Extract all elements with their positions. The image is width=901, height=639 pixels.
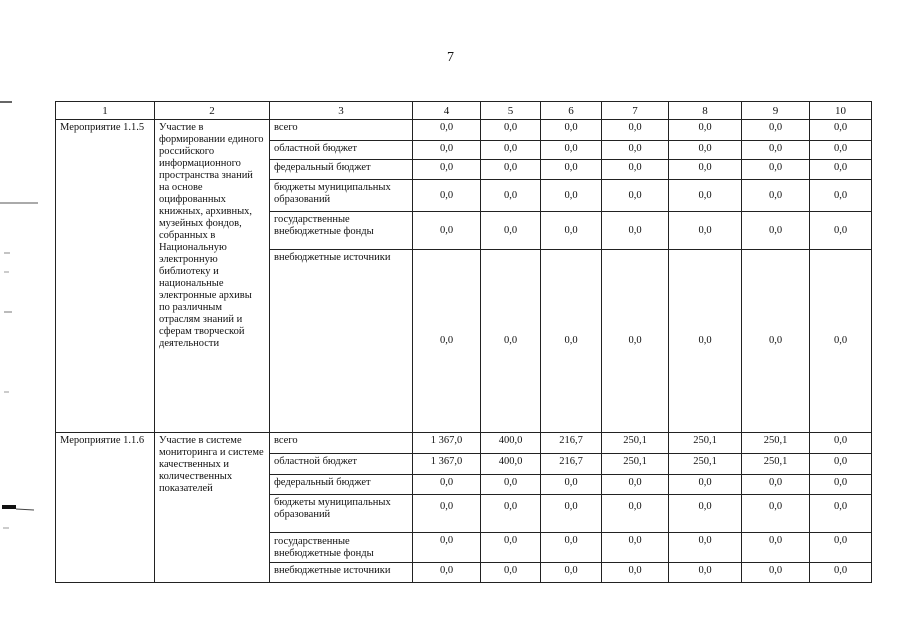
table-row [56,433,872,454]
value-cell: 0,0 [742,250,810,433]
value-cell: 0,0 [669,495,742,533]
value-cell: 0,0 [742,563,810,583]
scan-mark [16,509,34,510]
column-header: 6 [541,102,602,120]
value-cell: 0,0 [810,120,872,141]
table-row [56,120,872,141]
value-cell: 0,0 [541,212,602,250]
value-cell: 0,0 [742,120,810,141]
value-cell: 0,0 [810,160,872,180]
value-cell: 0,0 [481,180,541,212]
value-cell: 0,0 [669,533,742,563]
value-cell: 0,0 [413,160,481,180]
financing-table [55,101,872,583]
value-cell: 250,1 [742,433,810,454]
value-cell: 400,0 [481,433,541,454]
source-cell: внебюджетные источники [270,250,413,433]
source-cell: бюджеты муниципальных образований [270,180,413,212]
value-cell: 0,0 [742,141,810,160]
value-cell: 1 367,0 [413,433,481,454]
value-cell: 0,0 [602,160,669,180]
value-cell: 0,0 [742,475,810,495]
value-cell: 0,0 [602,141,669,160]
source-cell: областной бюджет [270,141,413,160]
value-cell: 250,1 [669,433,742,454]
value-cell: 0,0 [742,495,810,533]
description-cell: Участие в системе мониторинга и системе качественных и количественных показателей [155,433,270,583]
column-header: 10 [810,102,872,120]
value-cell: 0,0 [742,533,810,563]
value-cell: 0,0 [481,563,541,583]
value-cell: 0,0 [541,533,602,563]
value-cell: 0,0 [669,180,742,212]
value-cell: 0,0 [602,533,669,563]
column-header: 3 [270,102,413,120]
value-cell: 1 367,0 [413,454,481,475]
column-header: 4 [413,102,481,120]
value-cell: 0,0 [413,180,481,212]
source-cell: государственные внебюджетные фонды [270,212,413,250]
value-cell: 0,0 [602,495,669,533]
value-cell: 250,1 [669,454,742,475]
value-cell: 0,0 [413,250,481,433]
value-cell: 0,0 [541,180,602,212]
value-cell: 0,0 [481,160,541,180]
value-cell: 0,0 [810,180,872,212]
event-cell: Мероприятие 1.1.6 [56,433,155,583]
value-cell: 0,0 [541,495,602,533]
value-cell: 0,0 [810,563,872,583]
value-cell: 0,0 [810,533,872,563]
source-cell: областной бюджет [270,454,413,475]
value-cell: 0,0 [481,495,541,533]
column-header: 5 [481,102,541,120]
value-cell: 0,0 [602,563,669,583]
value-cell: 0,0 [602,180,669,212]
source-cell: всего [270,120,413,141]
column-header: 9 [742,102,810,120]
value-cell: 0,0 [669,475,742,495]
value-cell: 0,0 [669,212,742,250]
value-cell: 0,0 [810,495,872,533]
source-cell: бюджеты муниципальных образований [270,495,413,533]
column-header: 7 [602,102,669,120]
value-cell: 0,0 [541,120,602,141]
value-cell: 0,0 [541,160,602,180]
header-row [56,102,872,120]
value-cell: 0,0 [481,533,541,563]
value-cell: 216,7 [541,454,602,475]
value-cell: 0,0 [810,212,872,250]
value-cell: 0,0 [413,141,481,160]
scan-mark [2,505,16,509]
source-cell: федеральный бюджет [270,475,413,495]
column-header: 1 [56,102,155,120]
value-cell: 0,0 [481,475,541,495]
value-cell: 0,0 [669,563,742,583]
value-cell: 250,1 [602,433,669,454]
value-cell: 0,0 [810,141,872,160]
value-cell: 0,0 [669,141,742,160]
value-cell: 0,0 [810,454,872,475]
value-cell: 0,0 [413,212,481,250]
value-cell: 0,0 [669,160,742,180]
value-cell: 0,0 [541,475,602,495]
value-cell: 0,0 [810,250,872,433]
value-cell: 0,0 [413,495,481,533]
scan-margin-marks [0,0,60,639]
value-cell: 0,0 [541,250,602,433]
value-cell: 0,0 [810,433,872,454]
value-cell: 0,0 [541,563,602,583]
value-cell: 0,0 [742,180,810,212]
value-cell: 400,0 [481,454,541,475]
source-cell: внебюджетные источники [270,563,413,583]
value-cell: 0,0 [602,120,669,141]
column-header: 2 [155,102,270,120]
value-cell: 0,0 [413,120,481,141]
value-cell: 0,0 [413,533,481,563]
value-cell: 0,0 [481,141,541,160]
value-cell: 0,0 [481,212,541,250]
column-header: 8 [669,102,742,120]
page-number: 7 [447,50,454,65]
value-cell: 0,0 [669,250,742,433]
value-cell: 0,0 [602,250,669,433]
value-cell: 0,0 [742,160,810,180]
value-cell: 0,0 [669,120,742,141]
description-cell: Участие в формировании единого российского информационного пространства знаний на основе оцифрованных книжных, архивных, музейных фондов, собранных в Национальную электронную библиотеку и национальные электронные архивы по различным отраслям знаний и сферам творческой деятельности [155,120,270,433]
value-cell: 0,0 [481,120,541,141]
event-cell: Мероприятие 1.1.5 [56,120,155,433]
value-cell: 0,0 [413,563,481,583]
value-cell: 0,0 [810,475,872,495]
value-cell: 0,0 [602,475,669,495]
value-cell: 250,1 [742,454,810,475]
source-cell: всего [270,433,413,454]
value-cell: 0,0 [413,475,481,495]
value-cell: 0,0 [742,212,810,250]
source-cell: государственные внебюджетные фонды [270,533,413,563]
value-cell: 0,0 [541,141,602,160]
value-cell: 0,0 [602,212,669,250]
value-cell: 216,7 [541,433,602,454]
value-cell: 250,1 [602,454,669,475]
source-cell: федеральный бюджет [270,160,413,180]
value-cell: 0,0 [481,250,541,433]
